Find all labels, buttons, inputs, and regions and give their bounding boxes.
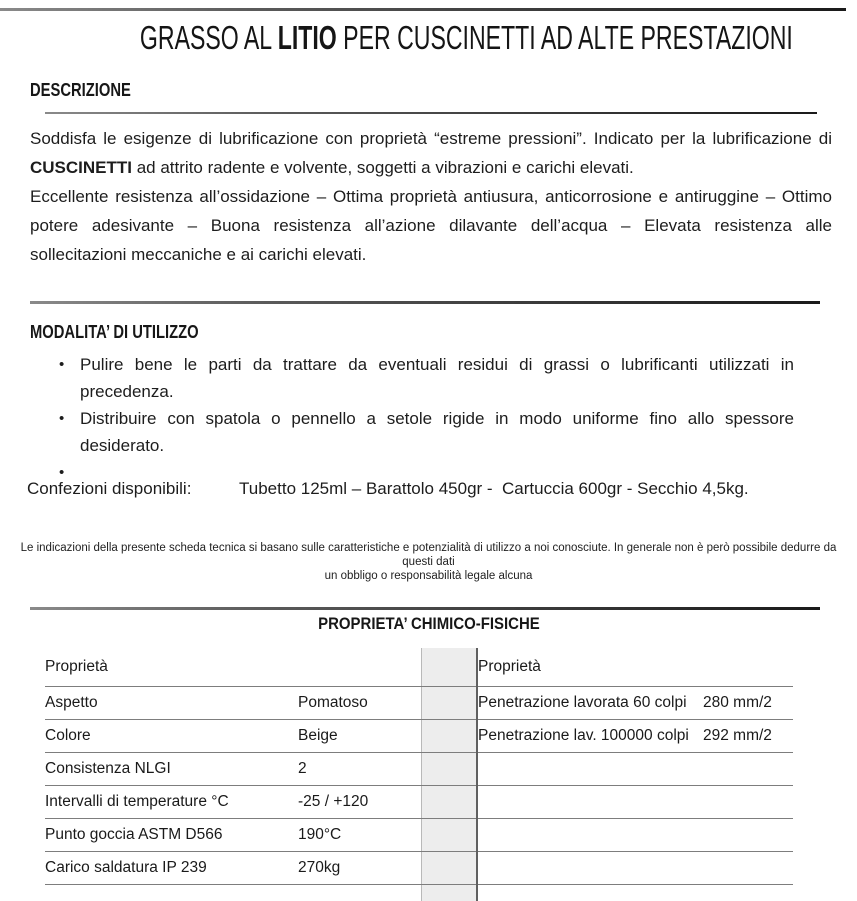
table-row — [45, 818, 793, 851]
property-value-cell — [703, 851, 793, 884]
section-heading-proprieta-text: PROPRIETA’ CHIMICO-FISICHE — [317, 614, 540, 633]
usage-bullet-list — [57, 351, 794, 486]
property-label-cell: Colore — [45, 719, 298, 752]
table-section-divider — [30, 607, 820, 610]
right-header-cell: Proprietà — [477, 648, 703, 686]
section-heading-modalita: MODALITA’ DI UTILIZZO — [30, 322, 199, 342]
property-value-cell: -25 / +120 — [298, 785, 421, 818]
property-label-cell: Intervalli di temperature °C — [45, 785, 298, 818]
spacer-cell — [421, 752, 477, 785]
bullet-item-1-text: Pulire bene le parti da trattare da eventuali residui di grassi o lubrificanti utilizzati in precedenza. — [80, 355, 794, 401]
property-value-cell: 190°C — [298, 818, 421, 851]
title-pre: GRASSO AL — [139, 19, 278, 56]
title-post: PER CUSCINETTI AD ALTE PRESTAZIONI — [336, 19, 793, 56]
bullet-item-2-text: Distribuire con spatola o pennello a setole rigide in modo uniforme fino allo spessore desiderato. — [80, 409, 794, 455]
description-paragraph-1 — [30, 124, 832, 182]
spacer-cell — [421, 884, 477, 901]
spacer-cell — [421, 785, 477, 818]
bullet-item-1 — [57, 351, 794, 405]
property-label-cell: Aspetto — [45, 686, 298, 719]
spacer-cell — [421, 686, 477, 719]
table-row — [45, 719, 793, 752]
table-header-row — [45, 648, 793, 686]
table-row — [45, 851, 793, 884]
title-bold-word: LITIO — [277, 19, 337, 56]
bullet-dot-icon: • — [59, 356, 65, 373]
description-paragraph-2: Eccellente resistenza all’ossidazione – Ottima proprietà antiusura, anticorrosione e antiruggine – Ottimo potere adesivante – Buona resistenza all’azione dilavante dell’acqua – Elevata resistenza alle sollecitazioni meccaniche e ai carichi elevati. — [30, 187, 832, 264]
property-value-cell: Beige — [298, 719, 421, 752]
property-label-cell — [477, 785, 703, 818]
packaging-label: Confezioni disponibili: — [27, 479, 192, 498]
property-value-cell: Pomatoso — [298, 686, 421, 719]
description-p1-post: ad attrito radente e volvente, soggetti a vibrazioni e carichi elevati. — [132, 158, 634, 177]
right-header-value-cell — [703, 648, 793, 686]
descrizione-divider — [45, 112, 817, 114]
table-row — [45, 752, 793, 785]
section-heading-proprieta — [0, 614, 857, 634]
spacer-cell — [421, 851, 477, 884]
table-row — [45, 686, 793, 719]
description-p1-pre: Soddisfa le esigenze di lubrificazione con proprietà “estreme pressioni”. Indicato per la lubrificazione di — [30, 129, 832, 148]
bullet-dot-icon: • — [59, 464, 65, 481]
property-label-cell — [45, 884, 298, 901]
description-p1-bold: CUSCINETTI — [30, 158, 132, 177]
property-value-cell: 280 mm/2 — [703, 686, 793, 719]
legal-disclaimer — [8, 541, 849, 583]
property-value-cell — [703, 818, 793, 851]
property-label-cell: Carico saldatura IP 239 — [45, 851, 298, 884]
legal-disclaimer-line-2: un obbligo o responsabilità legale alcuna — [324, 570, 533, 582]
property-label-cell: Consistenza NLGI — [45, 752, 298, 785]
property-label-cell — [477, 851, 703, 884]
property-value-cell: 292 mm/2 — [703, 719, 793, 752]
property-value-cell — [703, 785, 793, 818]
table-row — [45, 785, 793, 818]
property-label-cell — [477, 818, 703, 851]
spacer-cell — [421, 719, 477, 752]
legal-disclaimer-line-1: Le indicazioni della presente scheda tecnica si basano sulle caratteristiche e potenzialità di utilizzo a noi conosciute. In generale non è però possibile dedurre da questi dati — [20, 542, 837, 568]
property-label-cell: Punto goccia ASTM D566 — [45, 818, 298, 851]
page-title — [0, 19, 857, 57]
bullet-dot-icon: • — [59, 410, 65, 427]
packaging-value: Tubetto 125ml – Barattolo 450gr - Cartuccia 600gr - Secchio 4,5kg. — [239, 479, 749, 498]
section-heading-descrizione: DESCRIZIONE — [30, 80, 131, 100]
property-label-cell: Penetrazione lav. 100000 colpi — [477, 719, 703, 752]
page-title-text — [140, 19, 793, 57]
property-label-cell — [477, 884, 703, 901]
property-label-cell: Penetrazione lavorata 60 colpi — [477, 686, 703, 719]
properties-table — [45, 648, 793, 901]
property-value-cell — [703, 884, 793, 901]
bullet-item-2 — [57, 405, 794, 459]
spacer-cell — [421, 818, 477, 851]
property-value-cell: 2 — [298, 752, 421, 785]
section-divider — [30, 301, 820, 304]
table-row-partial — [45, 884, 793, 901]
property-value-cell: 270kg — [298, 851, 421, 884]
property-value-cell — [703, 752, 793, 785]
spacer-cell — [421, 648, 477, 686]
left-header-value-cell — [298, 648, 421, 686]
property-value-cell — [298, 884, 421, 901]
left-header-cell: Proprietà — [45, 648, 298, 686]
description-block — [30, 124, 832, 269]
top-divider — [0, 8, 846, 11]
property-label-cell — [477, 752, 703, 785]
